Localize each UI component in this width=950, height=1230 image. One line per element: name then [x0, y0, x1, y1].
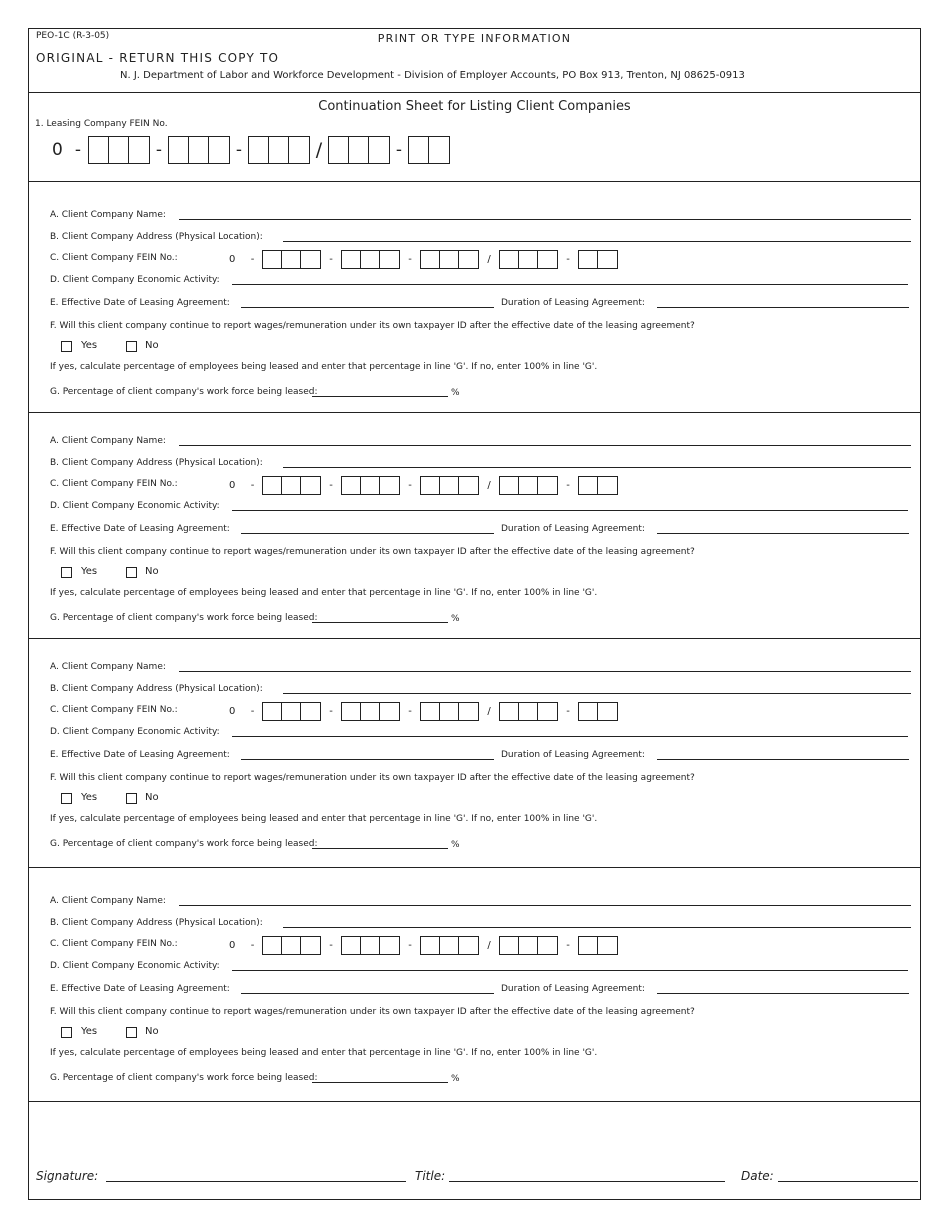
fein-separator: - [329, 705, 333, 717]
fein-group-3[interactable] [420, 250, 479, 269]
effective-date-input[interactable] [241, 307, 494, 308]
no-label: No [145, 340, 159, 351]
client-name-label: A. Client Company Name: [50, 436, 166, 446]
no-label: No [145, 792, 159, 803]
divider [28, 92, 921, 93]
yes-label: Yes [81, 1026, 98, 1037]
yes-label: Yes [81, 566, 98, 577]
report-wages-question: F. Will this client company continue to report wages/remuneration under its own taxpayer ID after the effective date of the leasing agreement? [50, 547, 695, 557]
fein-separator: - [566, 705, 570, 717]
fein-prefix: 0 [229, 939, 236, 951]
instruction-text: If yes, calculate percentage of employees being leased and enter that percentage in line 'G'. If no, enter 100% in line 'G'. [50, 362, 598, 372]
fein-group-2[interactable] [168, 136, 230, 164]
client-activity-label: D. Client Company Economic Activity: [50, 275, 220, 285]
client-name-label: A. Client Company Name: [50, 662, 166, 672]
fein-slash: / [487, 705, 491, 717]
yes-checkbox[interactable] [61, 1027, 72, 1038]
fein-prefix: 0 [229, 705, 236, 717]
percentage-label: G. Percentage of client company's work force being leased: [50, 1073, 318, 1083]
duration-label: Duration of Leasing Agreement: [501, 298, 645, 308]
fein-slash: / [487, 253, 491, 265]
fein-separator: - [250, 705, 255, 717]
fein-group-1[interactable] [88, 136, 150, 164]
fein-group-3[interactable] [420, 702, 479, 721]
client-company-block [0, 633, 950, 863]
percentage-input[interactable] [312, 396, 448, 397]
fein-slash: / [315, 139, 323, 161]
client-address-input[interactable] [283, 467, 911, 468]
client-name-input[interactable] [179, 905, 911, 906]
fein-separator: - [408, 253, 412, 265]
client-address-label: B. Client Company Address (Physical Location): [50, 684, 263, 694]
effective-date-label: E. Effective Date of Leasing Agreement: [50, 298, 230, 308]
form-id: PEO-1C (R-3-05) [36, 31, 110, 41]
client-fein-field[interactable] [229, 249, 618, 269]
divider [28, 1101, 921, 1102]
fein-group-5[interactable] [578, 702, 618, 721]
fein-group-2[interactable] [341, 476, 400, 495]
duration-label: Duration of Leasing Agreement: [501, 524, 645, 534]
client-company-block [0, 867, 950, 1097]
fein-separator: - [250, 253, 255, 265]
yes-checkbox[interactable] [61, 341, 72, 352]
fein-group-3[interactable] [420, 936, 479, 955]
fein-group-1[interactable] [262, 250, 321, 269]
effective-date-input[interactable] [241, 759, 494, 760]
fein-separator: - [250, 939, 255, 951]
fein-separator: - [250, 479, 255, 491]
date-label: Date: [741, 1169, 774, 1183]
fein-group-5[interactable] [578, 936, 618, 955]
client-fein-field[interactable] [229, 935, 618, 955]
no-checkbox[interactable] [126, 341, 137, 352]
client-address-input[interactable] [283, 927, 911, 928]
duration-input[interactable] [657, 533, 909, 534]
client-address-input[interactable] [283, 693, 911, 694]
fein-group-1[interactable] [262, 702, 321, 721]
client-activity-input[interactable] [232, 970, 908, 971]
fein-separator: - [566, 939, 570, 951]
no-checkbox[interactable] [126, 793, 137, 804]
signature-input[interactable] [106, 1181, 406, 1182]
percentage-label: G. Percentage of client company's work force being leased: [50, 387, 318, 397]
fein-separator: - [155, 140, 163, 160]
client-address-input[interactable] [283, 241, 911, 242]
client-name-label: A. Client Company Name: [50, 210, 166, 220]
client-name-input[interactable] [179, 219, 911, 220]
fein-group-5[interactable] [578, 476, 618, 495]
return-notice: ORIGINAL - RETURN THIS COPY TO [36, 51, 280, 65]
percentage-label: G. Percentage of client company's work force being leased: [50, 613, 318, 623]
yes-label: Yes [81, 792, 98, 803]
fein-separator: - [74, 140, 82, 160]
instruction-text: If yes, calculate percentage of employees being leased and enter that percentage in line 'G'. If no, enter 100% in line 'G'. [50, 1048, 598, 1058]
instruction-text: If yes, calculate percentage of employees being leased and enter that percentage in line 'G'. If no, enter 100% in line 'G'. [50, 814, 598, 824]
signature-label: Signature: [36, 1169, 99, 1183]
fein-separator: - [566, 479, 570, 491]
fein-separator: - [408, 479, 412, 491]
fein-group-2[interactable] [341, 936, 400, 955]
no-checkbox[interactable] [126, 567, 137, 578]
no-checkbox[interactable] [126, 1027, 137, 1038]
fein-prefix: 0 [229, 479, 236, 491]
fein-separator: - [329, 479, 333, 491]
client-address-label: B. Client Company Address (Physical Location): [50, 918, 263, 928]
client-name-label: A. Client Company Name: [50, 896, 166, 906]
title-input[interactable] [449, 1181, 725, 1182]
percentage-input[interactable] [312, 622, 448, 623]
report-wages-question: F. Will this client company continue to report wages/remuneration under its own taxpayer ID after the effective date of the leasing agreement? [50, 773, 695, 783]
fein-separator: - [408, 705, 412, 717]
fein-prefix: 0 [52, 140, 63, 160]
client-fein-label: C. Client Company FEIN No.: [50, 479, 178, 489]
client-company-block [0, 407, 950, 637]
fein-group-1[interactable] [262, 476, 321, 495]
duration-input[interactable] [657, 993, 909, 994]
fein-group-3[interactable] [248, 136, 310, 164]
fein-separator: - [235, 140, 243, 160]
client-activity-label: D. Client Company Economic Activity: [50, 961, 220, 971]
duration-label: Duration of Leasing Agreement: [501, 750, 645, 760]
client-activity-label: D. Client Company Economic Activity: [50, 501, 220, 511]
client-fein-label: C. Client Company FEIN No.: [50, 939, 178, 949]
fein-separator: - [566, 253, 570, 265]
percent-sign: % [451, 1074, 460, 1084]
client-activity-input[interactable] [232, 736, 908, 737]
client-address-label: B. Client Company Address (Physical Location): [50, 458, 263, 468]
effective-date-input[interactable] [241, 993, 494, 994]
no-label: No [145, 1026, 159, 1037]
client-fein-label: C. Client Company FEIN No.: [50, 705, 178, 715]
yes-checkbox[interactable] [61, 793, 72, 804]
fein-separator: - [329, 939, 333, 951]
percentage-input[interactable] [312, 1082, 448, 1083]
fein-separator: - [395, 140, 403, 160]
date-input[interactable] [778, 1181, 918, 1182]
fein-prefix: 0 [229, 253, 236, 265]
page-title: Continuation Sheet for Listing Client Companies [318, 99, 631, 114]
client-activity-label: D. Client Company Economic Activity: [50, 727, 220, 737]
fein-group-4[interactable] [499, 702, 558, 721]
instruction-text: If yes, calculate percentage of employees being leased and enter that percentage in line 'G'. If no, enter 100% in line 'G'. [50, 588, 598, 598]
leasing-fein-label: 1. Leasing Company FEIN No. [35, 119, 168, 129]
fein-group-5[interactable] [408, 136, 450, 164]
yes-label: Yes [81, 340, 98, 351]
client-company-block [0, 181, 950, 411]
print-notice: PRINT OR TYPE INFORMATION [377, 32, 572, 45]
percentage-label: G. Percentage of client company's work force being leased: [50, 839, 318, 849]
effective-date-label: E. Effective Date of Leasing Agreement: [50, 984, 230, 994]
fein-group-2[interactable] [341, 250, 400, 269]
duration-label: Duration of Leasing Agreement: [501, 984, 645, 994]
client-fein-label: C. Client Company FEIN No.: [50, 253, 178, 263]
duration-input[interactable] [657, 307, 909, 308]
yes-checkbox[interactable] [61, 567, 72, 578]
client-fein-field[interactable] [229, 701, 618, 721]
fein-group-2[interactable] [341, 702, 400, 721]
title-label: Title: [415, 1169, 446, 1183]
fein-group-5[interactable] [578, 250, 618, 269]
fein-separator: - [408, 939, 412, 951]
no-label: No [145, 566, 159, 577]
fein-slash: / [487, 939, 491, 951]
percent-sign: % [451, 840, 460, 850]
fein-slash: / [487, 479, 491, 491]
fein-group-4[interactable] [328, 136, 390, 164]
fein-separator: - [329, 253, 333, 265]
client-activity-input[interactable] [232, 510, 908, 511]
client-activity-input[interactable] [232, 284, 908, 285]
department-address: N. J. Department of Labor and Workforce Development - Division of Employer Accounts, PO Box 913, Trenton, NJ 08625-0913 [120, 70, 745, 81]
percentage-input[interactable] [312, 848, 448, 849]
leasing-fein-field[interactable] [52, 136, 450, 164]
effective-date-label: E. Effective Date of Leasing Agreement: [50, 524, 230, 534]
client-fein-field[interactable] [229, 475, 618, 495]
client-address-label: B. Client Company Address (Physical Location): [50, 232, 263, 242]
divider [28, 638, 921, 639]
fein-group-3[interactable] [420, 476, 479, 495]
fein-group-1[interactable] [262, 936, 321, 955]
client-name-input[interactable] [179, 671, 911, 672]
report-wages-question: F. Will this client company continue to report wages/remuneration under its own taxpayer ID after the effective date of the leasing agreement? [50, 1007, 695, 1017]
report-wages-question: F. Will this client company continue to report wages/remuneration under its own taxpayer ID after the effective date of the leasing agreement? [50, 321, 695, 331]
fein-group-4[interactable] [499, 250, 558, 269]
divider [28, 867, 921, 868]
duration-input[interactable] [657, 759, 909, 760]
client-name-input[interactable] [179, 445, 911, 446]
effective-date-label: E. Effective Date of Leasing Agreement: [50, 750, 230, 760]
fein-group-4[interactable] [499, 476, 558, 495]
effective-date-input[interactable] [241, 533, 494, 534]
fein-group-4[interactable] [499, 936, 558, 955]
percent-sign: % [451, 388, 460, 398]
percent-sign: % [451, 614, 460, 624]
divider [28, 412, 921, 413]
